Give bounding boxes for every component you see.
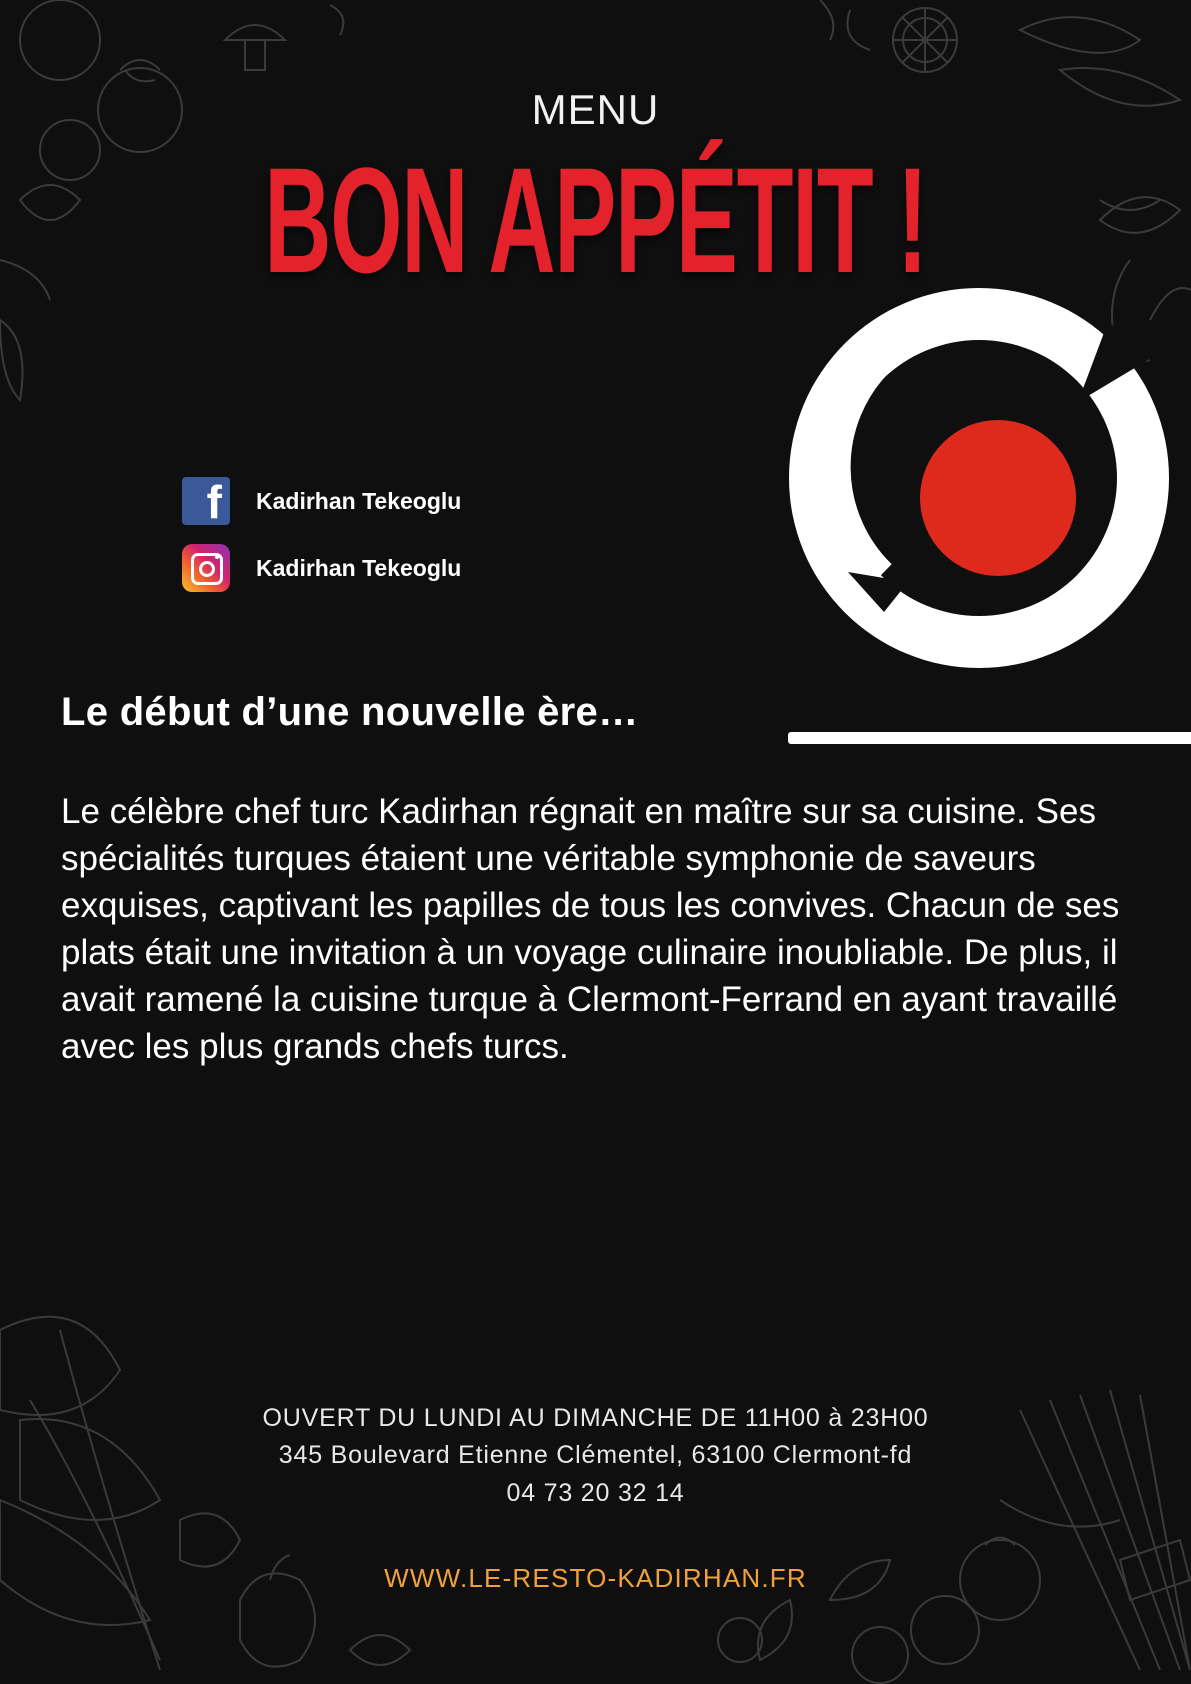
citrus-sketch-icon [893,8,957,72]
facebook-link[interactable] [182,476,462,528]
intro-paragraph: Le célèbre chef turc Kadirhan régnait en maître sur sa cuisine. Ses spécialités turques étaient une véritable symphonie de saveurs exquises, captivant les papilles de tous les convives. Chacun de ses plats était une invitation à un voyage culinaire inoubliable. De plus, il avait ramené la cuisine turque à Clermont-Ferrand en ayant travaillé avec les plus grands chefs turcs. [61,792,1120,1066]
instagram-icon [182,544,230,592]
instagram-link[interactable] [182,544,461,592]
tomato-sketch-icon [852,1538,1040,1684]
menu-label: MENU [531,86,660,133]
divider-line [788,732,1191,744]
facebook-icon: f [182,477,230,525]
address: 345 Boulevard Etienne Clémentel, 63100 Clermont-fd [278,1441,913,1469]
mushroom-sketch-icon [225,5,343,70]
facebook-label: Kadirhan Tekeoglu [256,487,462,514]
intro-heading: Le début d’une nouvelle ère… [61,690,639,734]
instagram-label: Kadirhan Tekeoglu [256,554,462,581]
page-title: BON APPÉTIT ! [264,136,927,304]
opening-hours: OUVERT DU LUNDI AU DIMANCHE DE 11H00 à 23H00 [262,1404,929,1432]
website-link[interactable]: WWW.LE-RESTO-KADIRHAN.FR [384,1563,807,1593]
restaurant-logo [788,282,1191,678]
tomato-sketch-icon [0,0,182,300]
phone-number[interactable]: 04 73 20 32 14 [506,1479,685,1507]
